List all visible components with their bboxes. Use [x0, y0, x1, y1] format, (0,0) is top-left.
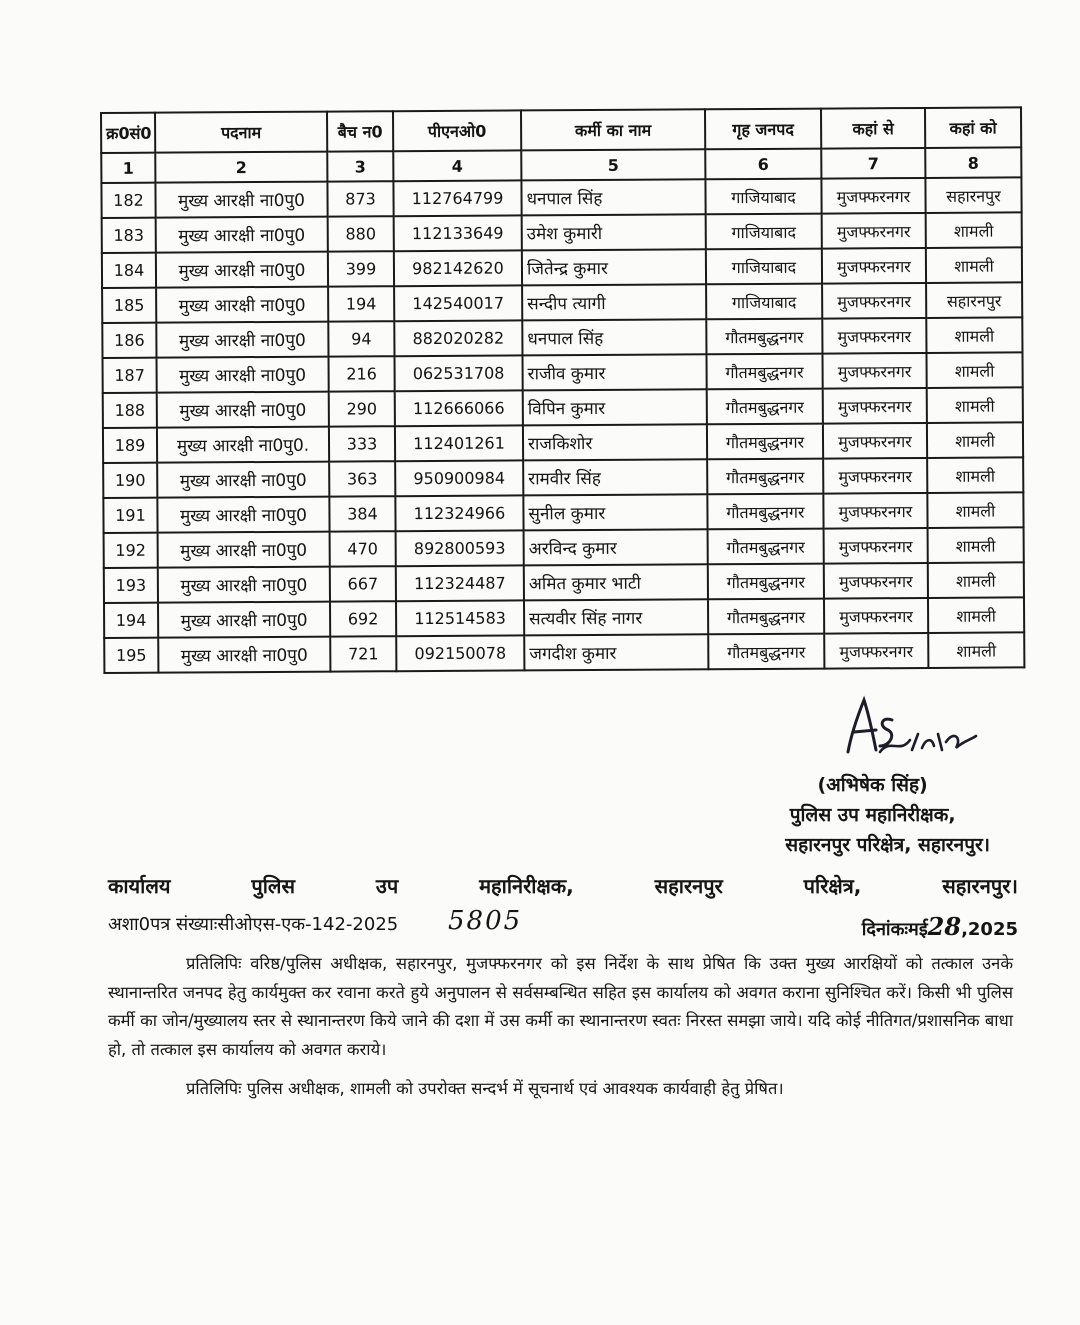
employee-name-cell: राजीव कुमार [522, 354, 706, 390]
column-number: 3 [327, 151, 393, 181]
to-district-cell: शामली [928, 597, 1024, 633]
home-district-cell: गौतमबुद्धनगर [706, 354, 822, 390]
office-word: उप [375, 874, 399, 898]
table-row [104, 632, 1024, 673]
batch-cell: 333 [329, 426, 395, 461]
batch-cell: 667 [330, 566, 396, 601]
employee-name-cell: राजकिशोर [523, 424, 707, 460]
header-home-district: गृह जनपद [705, 109, 821, 150]
table-row [103, 422, 1023, 463]
letter-date [862, 912, 1018, 941]
to-district-cell: शामली [928, 562, 1024, 598]
header-post: पदनाम [155, 112, 327, 153]
home-district-cell: गाजियाबाद [706, 214, 822, 250]
designation-cell: मुख्य आरक्षी ना0पु0 [156, 322, 328, 358]
batch-cell: 363 [329, 461, 395, 496]
employee-name-cell: सुनील कुमार [523, 494, 707, 530]
pno-cell: 112324487 [396, 565, 524, 601]
employee-name-cell: धनपाल सिंह [521, 179, 705, 215]
designation-cell: मुख्य आरक्षी ना0पु0 [156, 252, 328, 288]
designation-cell: मुख्य आरक्षी ना0पु0 [155, 182, 327, 218]
from-district-cell: मुजफ्फरनगर [823, 423, 927, 459]
batch-cell: 399 [328, 251, 394, 286]
to-district-cell: शामली [928, 527, 1024, 563]
from-district-cell: मुजफ्फरनगर [822, 318, 926, 354]
pno-cell: 062531708 [394, 355, 522, 391]
column-number: 2 [155, 152, 327, 183]
office-word: महानिरीक्षक, [479, 874, 574, 898]
serial-number-cell: 195 [104, 638, 158, 673]
header-from: कहां से [821, 108, 925, 149]
to-district-cell: शामली [926, 212, 1022, 248]
table-row [104, 562, 1024, 603]
serial-number-cell: 184 [102, 253, 156, 288]
from-district-cell: मुजफ्फरनगर [823, 458, 927, 494]
office-line [108, 872, 1018, 899]
to-district-cell: शामली [927, 457, 1023, 493]
handwritten-dispatch-number: 5805 [448, 906, 523, 936]
employee-name-cell: अरविन्द कुमार [524, 529, 708, 565]
column-number: 5 [521, 149, 705, 180]
home-district-cell: गौतमबुद्धनगर [707, 459, 823, 495]
employee-name-cell: धनपाल सिंह [522, 319, 706, 355]
employee-name-cell: रामवीर सिंह [523, 459, 707, 495]
serial-number-cell: 189 [103, 428, 157, 463]
pno-cell: 112133649 [394, 215, 522, 251]
from-district-cell: मुजफ्फरनगर [822, 353, 926, 389]
designation-cell: मुख्य आरक्षी ना0पु0 [157, 462, 329, 498]
batch-cell: 290 [329, 391, 395, 426]
header-batch: बैच न0 [327, 111, 393, 151]
table-row [103, 387, 1023, 428]
serial-number-cell: 188 [103, 393, 157, 428]
serial-number-cell: 193 [104, 568, 158, 603]
designation-cell: मुख्य आरक्षी ना0पु0 [157, 357, 329, 393]
table-header-row [101, 107, 1021, 153]
home-district-cell: गौतमबुद्धनगर [707, 389, 823, 425]
batch-cell: 721 [330, 636, 396, 671]
to-district-cell: सहारनपुर [925, 177, 1021, 213]
signer-block [785, 770, 990, 860]
office-word: कार्यालय [108, 874, 171, 898]
batch-cell: 384 [329, 496, 395, 531]
designation-cell: मुख्य आरक्षी ना0पु0 [158, 637, 330, 673]
to-district-cell: शामली [927, 492, 1023, 528]
table-row [104, 597, 1024, 638]
office-word: परिक्षेत्र, [803, 874, 862, 898]
to-district-cell: शामली [928, 632, 1024, 668]
header-pno: पीएनओ0 [393, 110, 521, 151]
employee-name-cell: उमेश कुमारी [522, 214, 706, 250]
copy-paragraph-1: प्रतिलिपिः वरिष्ठ/पुलिस अधीक्षक, सहारनपुर, मुजफ्फरनगर को इस निर्देश के साथ प्रेषित कि उक्त मुख्य आरक्षियों को तत्काल उनके स्थानान्तरित जनपद हेतु कार्यमुक्त कर रवाना करते हुये अनुपालन से सर्वसम्बन्धित सहित इस कार्यालय को अवगत कराना सुनिश्चित करें। किसी भी पुलिस कर्मी का जोन/मुख्यालय स्तर से स्थानान्तरण किये जाने की दशा में उस कर्मी का स्थानान्तरण स्वतः निरस्त समझा जाये। यदि कोई नीतिगत/प्रशासनिक बाधा हो, तो तत्काल इस कार्यालय को अवगत कराये। [108, 954, 1013, 1059]
table-row [103, 492, 1023, 533]
column-number: 7 [821, 148, 925, 179]
home-district-cell: गाजियाबाद [706, 249, 822, 285]
table-row [103, 352, 1023, 393]
table-row [102, 212, 1022, 253]
designation-cell: मुख्य आरक्षी ना0पु0 [156, 217, 328, 253]
home-district-cell: गाजियाबाद [705, 179, 821, 215]
employee-name-cell: सन्दीप त्यागी [522, 284, 706, 320]
pno-cell: 112666066 [395, 390, 523, 426]
serial-number-cell: 190 [103, 463, 157, 498]
signer-location: सहारनपुर परिक्षेत्र, सहारनपुर। [785, 834, 990, 856]
from-district-cell: मुजफ्फरनगर [822, 283, 926, 319]
header-name: कर्मी का नाम [521, 109, 705, 150]
office-word: पुलिस [251, 874, 295, 898]
serial-number-cell: 194 [104, 603, 158, 638]
to-district-cell: शामली [926, 317, 1022, 353]
to-district-cell: शामली [927, 422, 1023, 458]
employee-name-cell: अमित कुमार भाटी [524, 564, 708, 600]
office-word: सहारनपुर। [942, 874, 1018, 898]
table-row [104, 527, 1024, 568]
to-district-cell: शामली [926, 247, 1022, 283]
batch-cell: 880 [328, 216, 394, 251]
home-district-cell: गौतमबुद्धनगर [706, 319, 822, 355]
pno-cell: 950900984 [395, 460, 523, 496]
pno-cell: 112764799 [393, 180, 521, 216]
header-sno: क्र0सं0 [101, 113, 155, 153]
column-number: 8 [925, 147, 1021, 178]
from-district-cell: मुजफ्फरनगर [824, 633, 928, 669]
from-district-cell: मुजफ्फरनगर [822, 213, 926, 249]
to-district-cell: शामली [926, 352, 1022, 388]
reference-number: अशा0पत्र संख्याःसीओएस-एक-142-2025 [108, 914, 399, 935]
pno-cell: 092150078 [396, 635, 524, 671]
transfer-table [100, 106, 1025, 674]
to-district-cell: सहारनपुर [926, 282, 1022, 318]
date-prefix: दिनांकःमई [861, 919, 928, 940]
table-row [102, 247, 1022, 288]
date-year: ,2025 [961, 919, 1018, 940]
employee-name-cell: सत्यवीर सिंह नागर [524, 599, 708, 635]
designation-cell: मुख्य आरक्षी ना0पु0 [156, 287, 328, 323]
from-district-cell: मुजफ्फरनगर [823, 388, 927, 424]
column-number: 6 [705, 149, 821, 180]
batch-cell: 470 [330, 531, 396, 566]
copy-paragraph-2: प्रतिलिपिः पुलिस अधीक्षक, शामली को उपरोक्त सन्दर्भ में सूचनार्थ एवं आवश्यक कार्यवाही हेतु प्रेषित। [186, 1079, 784, 1098]
batch-cell: 873 [327, 181, 393, 216]
signer-designation: पुलिस उप महानिरीक्षक, [789, 804, 956, 826]
designation-cell: मुख्य आरक्षी ना0पु0 [158, 567, 330, 603]
date-day: 28 [927, 912, 962, 941]
designation-cell: मुख्य आरक्षी ना0पु0 [157, 497, 329, 533]
serial-number-cell: 192 [104, 533, 158, 568]
table-row [101, 177, 1021, 218]
home-district-cell: गौतमबुद्धनगर [708, 529, 824, 565]
pno-cell: 882020282 [394, 320, 522, 356]
serial-number-cell: 185 [102, 288, 156, 323]
pno-cell: 142540017 [394, 285, 522, 321]
pno-cell: 982142620 [394, 250, 522, 286]
table-row [103, 457, 1023, 498]
signer-name: (अभिषेक सिंह) [817, 774, 928, 796]
pno-cell: 892800593 [396, 530, 524, 566]
home-district-cell: गौतमबुद्धनगर [707, 494, 823, 530]
pno-cell: 112401261 [395, 425, 523, 461]
serial-number-cell: 183 [102, 218, 156, 253]
table-row [102, 282, 1022, 323]
from-district-cell: मुजफ्फरनगर [823, 493, 927, 529]
from-district-cell: मुजफ्फरनगर [824, 598, 928, 634]
designation-cell: मुख्य आरक्षी ना0पु0 [157, 392, 329, 428]
to-district-cell: शामली [927, 387, 1023, 423]
serial-number-cell: 187 [103, 358, 157, 393]
batch-cell: 194 [328, 286, 394, 321]
designation-cell: मुख्य आरक्षी ना0पु0. [157, 427, 329, 463]
employee-name-cell: विपिन कुमार [523, 389, 707, 425]
batch-cell: 692 [330, 601, 396, 636]
home-district-cell: गाजियाबाद [706, 284, 822, 320]
batch-cell: 94 [328, 321, 394, 356]
home-district-cell: गौतमबुद्धनगर [708, 634, 824, 670]
home-district-cell: गौतमबुद्धनगर [708, 599, 824, 635]
pno-cell: 112514583 [396, 600, 524, 636]
home-district-cell: गौतमबुद्धनगर [707, 424, 823, 460]
serial-number-cell: 186 [102, 323, 156, 358]
column-number: 1 [101, 153, 155, 183]
table-row [102, 317, 1022, 358]
pno-cell: 112324966 [395, 495, 523, 531]
column-number: 4 [393, 150, 521, 181]
designation-cell: मुख्य आरक्षी ना0पु0 [158, 532, 330, 568]
header-to: कहां को [925, 107, 1021, 148]
serial-number-cell: 182 [101, 183, 155, 218]
from-district-cell: मुजफ्फरनगर [822, 248, 926, 284]
designation-cell: मुख्य आरक्षी ना0पु0 [158, 602, 330, 638]
from-district-cell: मुजफ्फरनगर [824, 528, 928, 564]
employee-name-cell: जगदीश कुमार [524, 634, 708, 670]
home-district-cell: गौतमबुद्धनगर [708, 564, 824, 600]
employee-name-cell: जितेन्द्र कुमार [522, 249, 706, 285]
serial-number-cell: 191 [103, 498, 157, 533]
batch-cell: 216 [328, 356, 394, 391]
office-word: सहारनपुर [654, 874, 723, 898]
from-district-cell: मुजफ्फरनगर [824, 563, 928, 599]
handwritten-signature [830, 690, 980, 770]
from-district-cell: मुजफ्फरनगर [821, 178, 925, 214]
